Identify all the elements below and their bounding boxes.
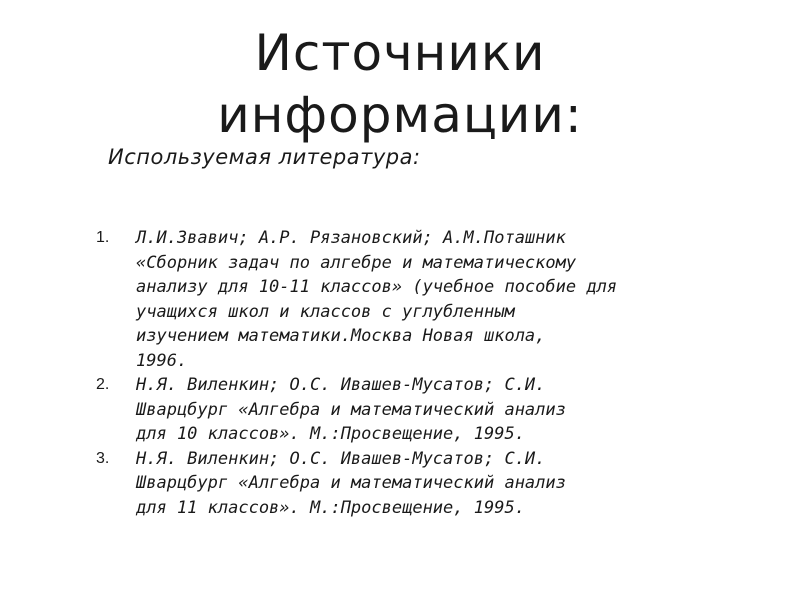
- title-line-1: Источники: [254, 24, 546, 82]
- reference-text-line: «Сборник задач по алгебре и математическому: [136, 252, 577, 273]
- reference-list: [96, 226, 706, 520]
- reference-text-line: Шварцбург «Алгебра и математический анализ: [136, 399, 566, 420]
- section-subtitle: Используемая литература:: [108, 145, 421, 169]
- reference-text-line: Н.Я. Виленкин; О.С. Ивашев-Мусатов; С.И.: [136, 375, 546, 395]
- reference-text-line: изучением математики.Москва Новая школа,: [136, 326, 546, 346]
- reference-text-line: для 11 классов». М.:Просвещение, 1995.: [136, 497, 525, 518]
- reference-text-line: учащихся школ и классов с углубленным: [136, 301, 515, 322]
- reference-text-line: Л.И.Звавич; А.Р. Рязановский; А.М.Поташник: [136, 228, 566, 248]
- reference-number: 3.: [96, 449, 110, 467]
- reference-item: [96, 226, 706, 373]
- reference-number: 1.: [96, 229, 110, 246]
- page-title: [0, 22, 800, 146]
- reference-text-line: Шварцбург «Алгебра и математический анализ: [136, 473, 566, 493]
- reference-text-line: анализу для 10-11 классов» (учебное пособие для: [136, 277, 618, 297]
- reference-text-line: Н.Я. Виленкин; О.С. Ивашев-Мусатов; С.И.: [136, 448, 546, 469]
- reference-item: [96, 373, 706, 447]
- reference-text-line: для 10 классов». М.:Просвещение, 1995.: [136, 424, 525, 444]
- reference-text-line: 1996.: [136, 350, 188, 371]
- reference-item: [96, 447, 706, 521]
- reference-number: 2.: [96, 376, 110, 393]
- title-line-2: информации:: [217, 86, 583, 144]
